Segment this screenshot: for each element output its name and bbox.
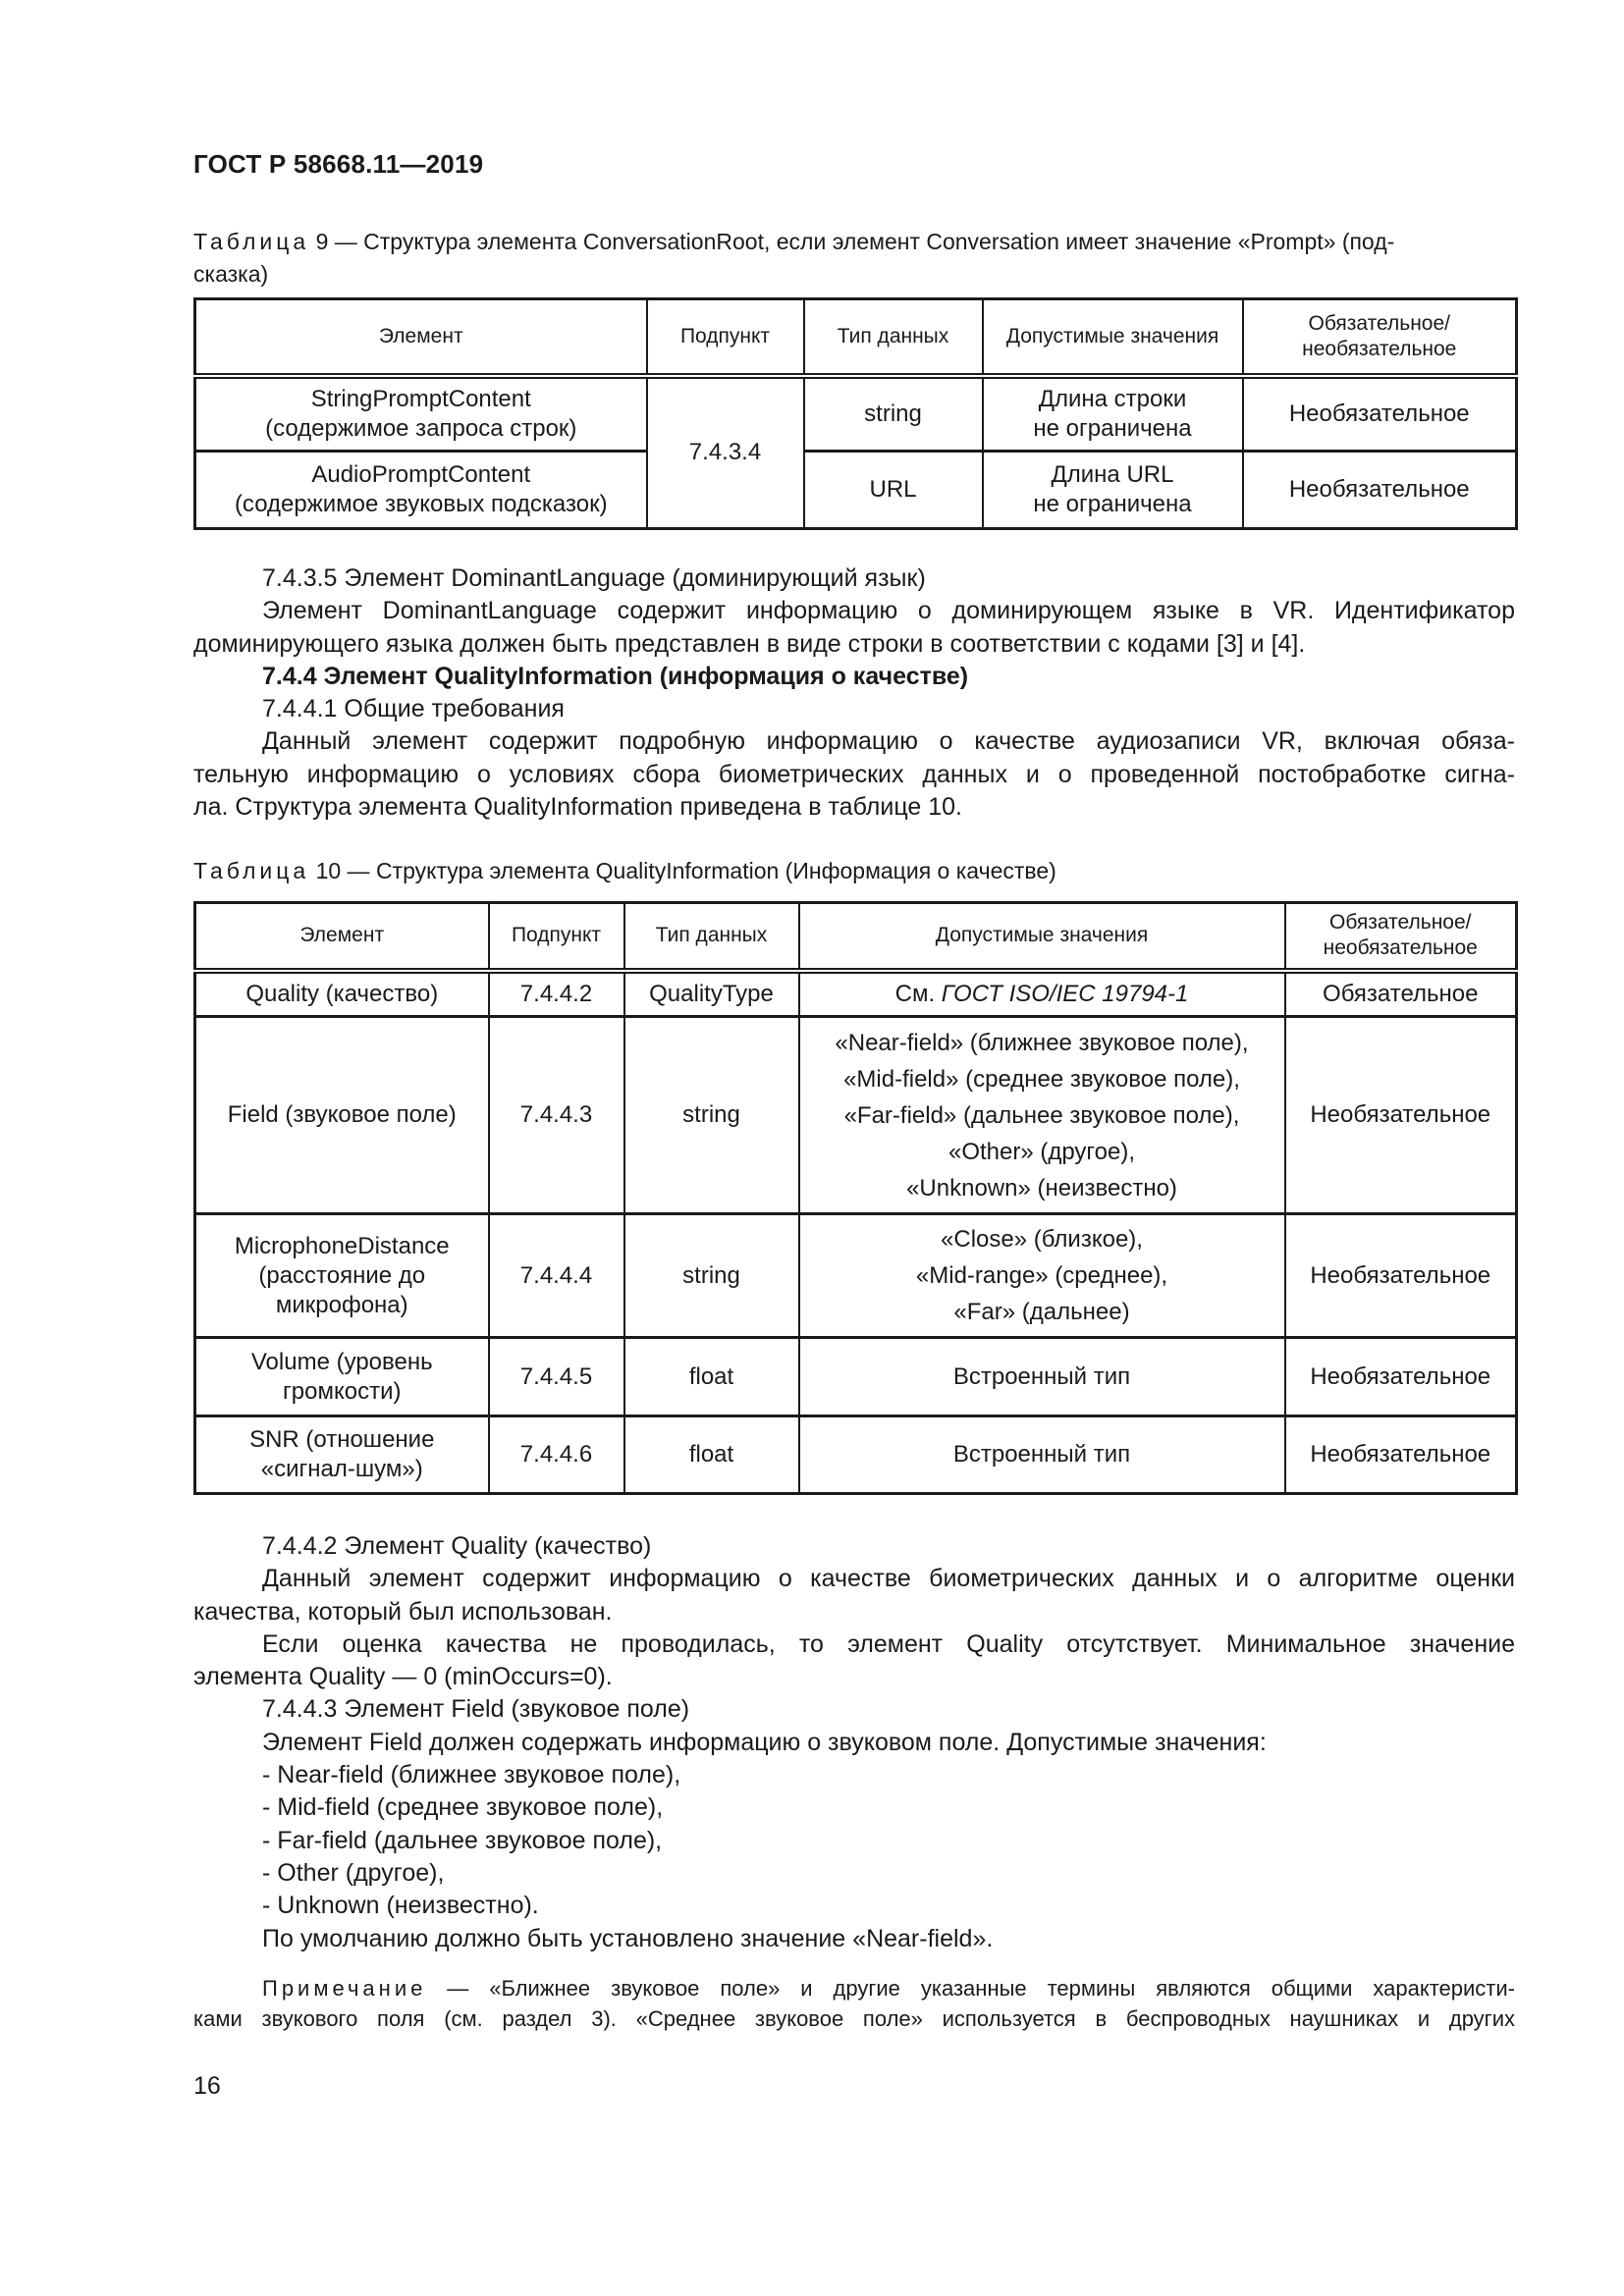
document-header: ГОСТ Р 58668.11—2019 [193, 149, 484, 179]
note-text-cont: ками звукового поля (см. раздел 3). «Среднее звуковое поле» используется в беспроводных наушниках и других [193, 2006, 1515, 2031]
table9-col-required: Обязательное/ необязательное [1243, 299, 1517, 376]
table10-cell-required: Необязательное [1285, 1214, 1517, 1338]
body-text-block-1 [193, 562, 1515, 824]
table10-cell-values: Встроенный тип [799, 1416, 1285, 1494]
table-row [195, 1017, 1517, 1214]
table10-cell-required: Обязательное [1285, 971, 1517, 1017]
table9-caption [193, 226, 1515, 291]
table10-col-type: Тип данных [624, 903, 799, 971]
table10-cell-subclause: 7.4.4.5 [489, 1338, 624, 1416]
table10-col-element: Элемент [195, 903, 489, 971]
note-block [193, 1973, 1515, 2034]
table10-caption-text: 10 — Структура элемента QualityInformation (Информация о качестве) [309, 858, 1056, 883]
table10-cell-subclause: 7.4.4.2 [489, 971, 624, 1017]
table10-cell-element: Field (звуковое поле) [195, 1017, 489, 1214]
table9-cell-element: StringPromptContent (содержимое запроса строк) [195, 376, 647, 452]
table10-caption-label: Таблица [193, 858, 310, 883]
list-item: - Near-field (ближнее звуковое поле), [262, 1761, 681, 1789]
table10-col-required: Обязательное/ необязательное [1285, 903, 1517, 971]
section-744-heading: 7.4.4 Элемент QualityInformation (информация о качестве) [262, 662, 969, 690]
table10-cell-values: См. ГОСТ ISO/IEC 19794-1 [799, 971, 1285, 1017]
table10-cell-required: Необязательное [1285, 1416, 1517, 1494]
note-label: Примечание [262, 1976, 427, 2001]
list-item: - Other (другое), [262, 1858, 445, 1887]
section-7443-heading: 7.4.4.3 Элемент Field (звуковое поле) [262, 1695, 690, 1724]
table-row [195, 376, 1517, 452]
section-7441-heading: 7.4.4.1 Общие требования [262, 695, 565, 723]
table9-col-type: Тип данных [804, 299, 983, 376]
table10-cell-subclause: 7.4.4.4 [489, 1214, 624, 1338]
table9-header-row [195, 299, 1517, 376]
table10-cell-type: QualityType [624, 971, 799, 1017]
table9-cell-element: AudioPromptContent (содержимое звуковых подсказок) [195, 452, 647, 529]
table9-caption-text-cont: сказка) [193, 261, 269, 287]
table9-cell-required: Необязательное [1243, 452, 1517, 529]
table9-cell-values: Длина URL не ограничена [983, 452, 1243, 529]
table-row [195, 1214, 1517, 1338]
table10-cell-subclause: 7.4.4.6 [489, 1416, 624, 1494]
table10-cell-type: string [624, 1214, 799, 1338]
table10-cell-values: «Near-field» (ближнее звуковое поле), «Mid-field» (среднее звуковое поле), «Far-field» (дальнее звуковое поле), «Other» (другое), «Unknown» (неизвестно) [799, 1017, 1285, 1214]
section-7435-heading: 7.4.3.5 Элемент DominantLanguage (доминирующий язык) [262, 564, 926, 592]
section-7435-text: Элемент DominantLanguage содержит информацию о доминирующем языке в VR. Идентификатор [262, 597, 1515, 625]
table10-cell-element: MicrophoneDistance (расстояние до микрофона) [195, 1214, 489, 1338]
list-item: - Mid-field (среднее звуковое поле), [262, 1793, 664, 1822]
section-7443-default: По умолчанию должно быть установлено значение «Near-field». [262, 1924, 994, 1952]
table9-col-values: Допустимые значения [983, 299, 1243, 376]
table9-col-subclause: Подпункт [647, 299, 804, 376]
table9-cell-required: Необязательное [1243, 376, 1517, 452]
table10 [193, 901, 1518, 1495]
table-row [195, 971, 1517, 1017]
table10-col-subclause: Подпункт [489, 903, 624, 971]
table10-cell-required: Необязательное [1285, 1338, 1517, 1416]
table9 [193, 297, 1518, 530]
section-7442-text-2: Если оценка качества не проводилась, то элемент Quality отсутствует. Минимальное значение [262, 1629, 1515, 1658]
list-item: - Unknown (неизвестно). [262, 1892, 539, 1920]
section-7441-text-end: ла. Структура элемента QualityInformation приведена в таблице 10. [193, 793, 962, 822]
section-7435-text-cont: доминирующего языка должен быть представлен в виде строки в соответствии с кодами [3] и [4]. [193, 629, 1306, 658]
table9-caption-label: Таблица [193, 229, 310, 254]
standard-reference: ГОСТ ISO/IEC 19794-1 [941, 980, 1189, 1007]
table10-col-values: Допустимые значения [799, 903, 1285, 971]
section-7442-text: Данный элемент содержит информацию о качестве биометрических данных и о алгоритме оценки [262, 1565, 1515, 1593]
table10-header-row [195, 903, 1517, 971]
table9-caption-text: 9 — Структура элемента ConversationRoot, если элемент Conversation имеет значение «Prompt» (под- [309, 229, 1395, 254]
table10-cell-subclause: 7.4.4.3 [489, 1017, 624, 1214]
table10-cell-type: float [624, 1338, 799, 1416]
list-item: - Far-field (дальнее звуковое поле), [262, 1826, 663, 1854]
section-7441-text-cont: тельную информацию о условиях сбора биометрических данных и о проведенной постобработке сигна- [193, 760, 1515, 788]
table9-cell-subclause: 7.4.3.4 [647, 376, 804, 529]
table9-cell-values: Длина строки не ограничена [983, 376, 1243, 452]
table10-cell-element: Volume (уровень громкости) [195, 1338, 489, 1416]
table-row [195, 1416, 1517, 1494]
section-7442-text-cont: качества, который был использован. [193, 1597, 613, 1626]
section-7443-text: Элемент Field должен содержать информацию о звуковом поле. Допустимые значения: [262, 1728, 1267, 1756]
table10-cell-required: Необязательное [1285, 1017, 1517, 1214]
table-row [195, 1338, 1517, 1416]
table9-cell-type: string [804, 376, 983, 452]
note-text: — «Ближнее звуковое поле» и другие указанные термины являются общими характеристи- [426, 1976, 1515, 2001]
table9-col-element: Элемент [195, 299, 647, 376]
table10-cell-values: «Close» (близкое), «Mid-range» (среднее), «Far» (дальнее) [799, 1214, 1285, 1338]
body-text-block-2 [193, 1530, 1515, 1955]
table10-cell-element: Quality (качество) [195, 971, 489, 1017]
page-number: 16 [193, 2072, 221, 2100]
section-7442-text-2-cont: элемента Quality — 0 (minOccurs=0). [193, 1663, 613, 1691]
section-7442-heading: 7.4.4.2 Элемент Quality (качество) [262, 1532, 652, 1560]
table9-cell-type: URL [804, 452, 983, 529]
table10-cell-element: SNR (отношение «сигнал-шум») [195, 1416, 489, 1494]
section-7441-text: Данный элемент содержит подробную информацию о качестве аудиозаписи VR, включая обяза- [262, 727, 1515, 756]
table10-cell-type: float [624, 1416, 799, 1494]
table10-cell-type: string [624, 1017, 799, 1214]
table10-caption [193, 855, 1515, 887]
table10-cell-values: Встроенный тип [799, 1338, 1285, 1416]
table-row [195, 452, 1517, 529]
